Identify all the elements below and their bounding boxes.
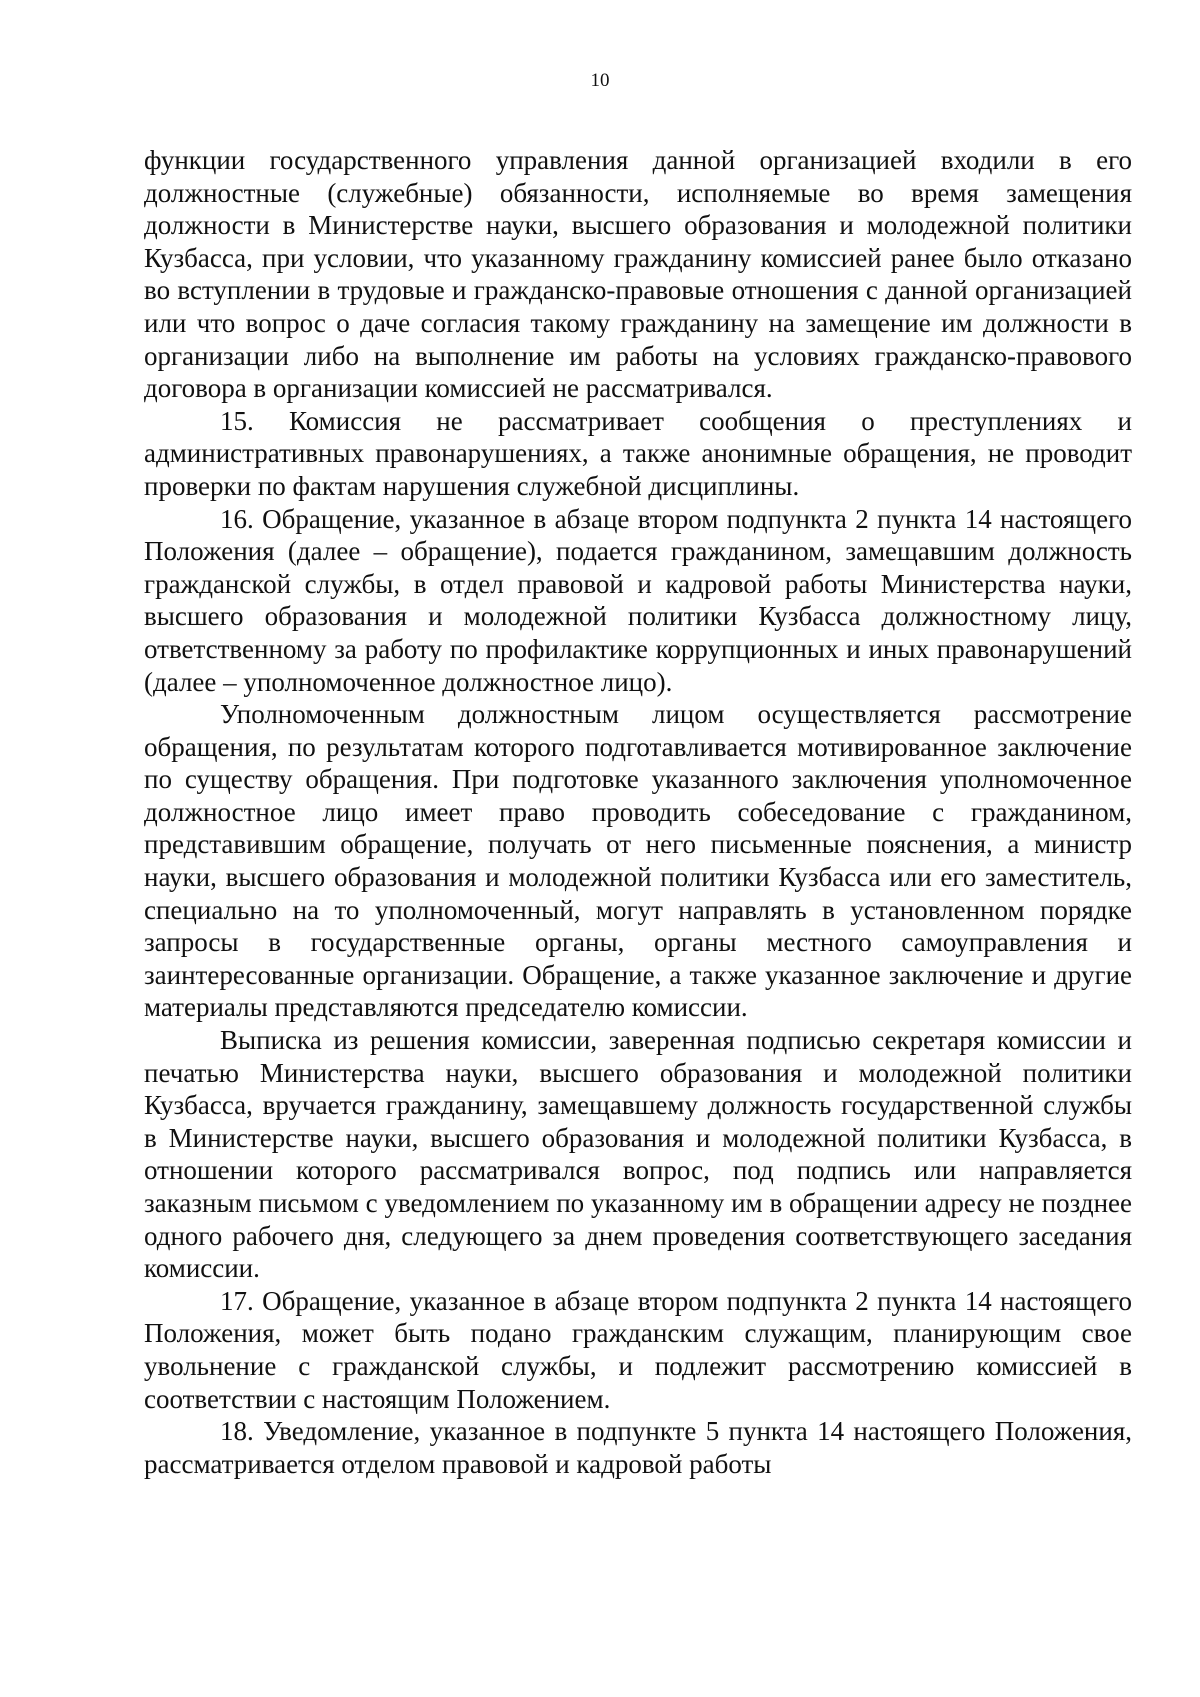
paragraph-item-15: 15. Комиссия не рассматривает сообщения о преступлениях и административных правонарушениях, а также анонимные обращения, не проводит проверки по фактам нарушения служебной дисциплины. <box>144 405 1132 501</box>
page-number: 10 <box>590 70 610 91</box>
paragraph-item-16-review: Уполномоченным должностным лицом осуществляется рассмотрение обращения, по результатам которого подготавливается мотивированное заключение по существу обращения. При подготовке указанного заключения уполномоченное должностное лицо имеет право проводить собеседование с гражданином, представившим обращение, получать от него письменные пояснения, а министр науки, высшего образования и молодежной политики Кузбасса или его заместитель, специально на то уполномоченный, могут направлять в установленном порядке запросы в государственные органы, органы местного самоуправления и заинтересованные организации. Обращение, а также указанное заключение и другие материалы представляются председателю комиссии. <box>144 699 1132 1023</box>
paragraph-item-16-extract: Выписка из решения комиссии, заверенная подписью секретаря комиссии и печатью Министерства науки, высшего образования и молодежной политики Кузбасса, вручается гражданину, замещавшему должность государственной службы в Министерстве науки, высшего образования и молодежной политики Кузбасса, в отношении которого рассматривался вопрос, под подпись или направляется заказным письмом с уведомлением по указанному им в обращении адресу не позднее одного рабочего дня, следующего за днем проведения соответствующего заседания комиссии. <box>144 1025 1132 1284</box>
paragraph-item-18: 18. Уведомление, указанное в подпункте 5 пункта 14 настоящего Положения, рассматривается отделом правовой и кадровой работы <box>144 1416 1132 1479</box>
paragraph-item-16: 16. Обращение, указанное в абзаце втором подпункта 2 пункта 14 настоящего Положения (далее – обращение), подается гражданином, замещавшим должность гражданской службы, в отдел правовой и кадровой работы Министерства науки, высшего образования и молодежной политики Кузбасса должностному лицу, ответственному за работу по профилактике коррупционных и иных правонарушений (далее – уполномоченное должностное лицо). <box>144 503 1132 697</box>
paragraph-continuation: функции государственного управления данной организацией входили в его должностные (служебные) обязанности, исполняемые во время замещения должности в Министерстве науки, высшего образования и молодежной политики Кузбасса, при условии, что указанному гражданину комиссией ранее было отказано во вступлении в трудовые и гражданско-правовые отношения с данной организацией или что вопрос о даче согласия такому гражданину на замещение им должности в организации либо на выполнение им работы на условиях гражданско-правового договора в организации комиссией не рассматривался. <box>144 145 1132 404</box>
paragraph-item-17: 17. Обращение, указанное в абзаце втором подпункта 2 пункта 14 настоящего Положения, может быть подано гражданским служащим, планирующим свое увольнение с гражданской службы, и подлежит рассмотрению комиссией в соответствии с настоящим Положением. <box>144 1285 1132 1414</box>
document-body <box>144 144 1132 1480</box>
